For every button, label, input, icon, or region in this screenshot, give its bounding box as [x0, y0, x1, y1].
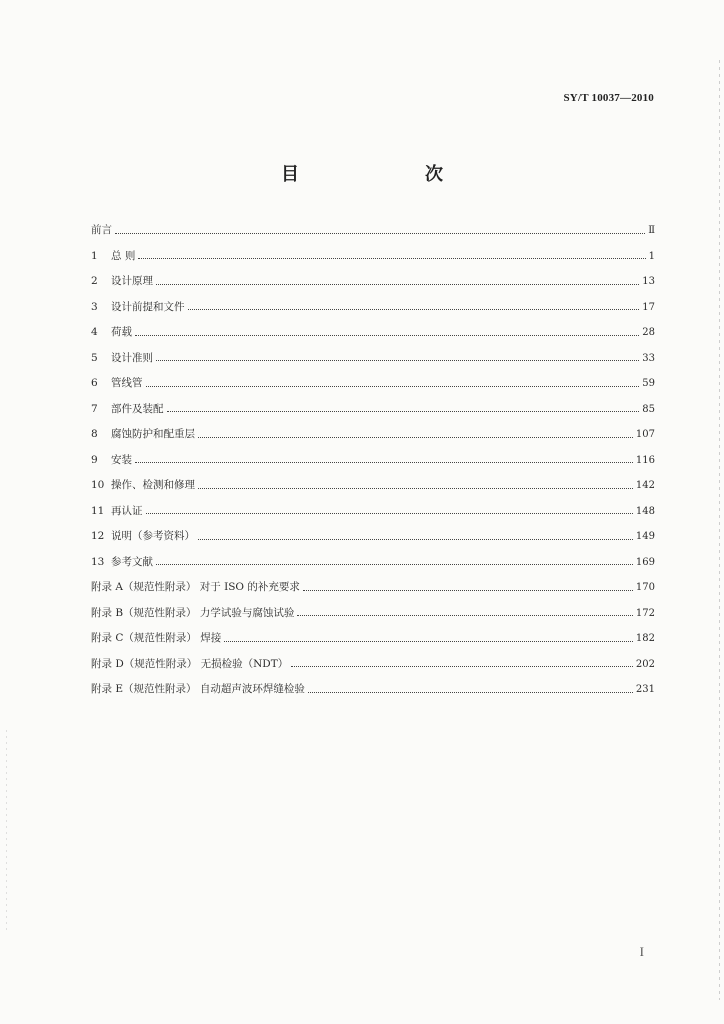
- toc-entry-text: 附录 A（规范性附录） 对于 ISO 的补充要求: [91, 581, 300, 593]
- toc-leader-dots: [146, 386, 640, 387]
- toc-entry-number: 3: [91, 300, 98, 313]
- toc-leader-dots: [146, 513, 633, 514]
- toc-entry-text: 腐蚀防护和配重层: [111, 428, 195, 440]
- toc-entry: [91, 299, 655, 325]
- toc-entry-text: 操作、检测和修理: [111, 479, 195, 491]
- toc-entry-page: 149: [635, 531, 655, 542]
- toc-entry-label: [91, 656, 288, 671]
- toc-entry: [91, 528, 655, 554]
- toc-entry-text: 附录 E（规范性附录） 自动超声波环焊缝检验: [91, 683, 305, 695]
- scan-edge-right: [719, 60, 720, 1000]
- toc-entry: [91, 681, 655, 707]
- toc-leader-dots: [115, 233, 645, 234]
- toc-entry: [91, 401, 655, 427]
- toc-entry-text: 前言: [91, 224, 112, 236]
- toc-entry: [91, 605, 655, 631]
- toc-leader-dots: [156, 360, 639, 361]
- toc-entry: [91, 324, 655, 350]
- toc-entry-number: 6: [91, 377, 98, 389]
- toc-entry-number: 8: [91, 428, 98, 440]
- toc-entry-number: 13: [91, 555, 105, 568]
- toc-entry-number: 12: [91, 530, 105, 542]
- toc-entry-label: [91, 299, 185, 314]
- toc-entry-label: [91, 630, 221, 645]
- toc-entry-number: 1: [91, 249, 98, 262]
- toc-entry-page: 33: [642, 352, 655, 364]
- toc-leader-dots: [156, 284, 639, 285]
- toc-entry-label: [91, 222, 112, 237]
- toc-entry-page: 231: [635, 684, 655, 695]
- toc-entry-label: [91, 375, 143, 390]
- table-of-contents: [91, 222, 655, 707]
- toc-entry-page: 172: [635, 607, 655, 619]
- toc-leader-dots: [224, 641, 633, 642]
- toc-leader-dots: [297, 615, 633, 616]
- toc-leader-dots: [135, 462, 633, 463]
- toc-leader-dots: [291, 666, 633, 667]
- toc-entry: [91, 375, 655, 401]
- toc-entry-text: 荷载: [111, 326, 132, 338]
- toc-entry-page: 169: [635, 556, 655, 568]
- toc-entry: [91, 477, 655, 503]
- toc-entry-text: 总 则: [111, 249, 136, 262]
- toc-entry-text: 安装: [111, 453, 132, 466]
- toc-entry-label: [91, 503, 143, 518]
- toc-entry-number: 5: [91, 351, 98, 364]
- toc-entry-text: 设计前提和文件: [111, 300, 185, 313]
- toc-entry-text: 管线管: [111, 377, 143, 389]
- toc-leader-dots: [138, 258, 645, 259]
- toc-entry-label: [91, 350, 153, 365]
- toc-leader-dots: [156, 564, 633, 565]
- toc-entry-page: 28: [642, 327, 655, 338]
- toc-entry-page: 182: [635, 633, 655, 644]
- toc-entry-page: 202: [635, 658, 655, 670]
- toc-entry-label: [91, 579, 300, 594]
- toc-leader-dots: [188, 309, 640, 310]
- toc-entry-number: 7: [91, 402, 98, 415]
- toc-entry-page: 142: [635, 480, 655, 491]
- page-number: I: [639, 944, 644, 959]
- toc-entry-label: [91, 528, 195, 543]
- toc-entry: [91, 579, 655, 605]
- toc-entry: [91, 503, 655, 529]
- standard-code: SY/T 10037—2010: [563, 92, 654, 104]
- toc-entry: [91, 248, 655, 274]
- toc-entry: [91, 426, 655, 452]
- toc-leader-dots: [198, 488, 633, 489]
- toc-entry-label: [91, 401, 164, 416]
- toc-title: 目 次: [281, 164, 473, 185]
- toc-entry-label: [91, 426, 195, 441]
- toc-entry: [91, 222, 655, 248]
- toc-entry-page: Ⅱ: [648, 225, 655, 236]
- toc-entry-text: 参考文献: [111, 555, 153, 568]
- toc-entry-label: [91, 605, 294, 620]
- toc-entry-label: [91, 324, 132, 339]
- toc-entry-label: [91, 452, 132, 467]
- toc-entry: [91, 656, 655, 682]
- toc-entry-text: 部件及装配: [111, 402, 164, 415]
- toc-entry-number: 10: [91, 479, 105, 491]
- toc-entry-text: 附录 C（规范性附录） 焊接: [91, 632, 222, 644]
- toc-entry: [91, 350, 655, 376]
- toc-entry-page: 59: [642, 378, 655, 389]
- toc-entry-text: 附录 D（规范性附录） 无损检验（NDT）: [91, 657, 289, 670]
- toc-leader-dots: [198, 437, 633, 438]
- toc-entry-number: 11: [91, 504, 105, 517]
- toc-entry-text: 设计原理: [111, 275, 153, 287]
- toc-entry-page: 13: [642, 276, 655, 287]
- toc-entry-page: 17: [642, 301, 655, 313]
- toc-entry: [91, 554, 655, 580]
- toc-leader-dots: [303, 590, 633, 591]
- toc-entry-text: 附录 B（规范性附录） 力学试验与腐蚀试验: [91, 606, 295, 619]
- toc-entry-label: [91, 554, 153, 569]
- toc-entry-label: [91, 248, 135, 263]
- toc-entry-label: [91, 477, 195, 492]
- toc-entry-number: 4: [91, 326, 98, 338]
- toc-leader-dots: [167, 411, 640, 412]
- toc-entry-text: 说明（参考资料）: [111, 530, 195, 542]
- toc-entry-label: [91, 273, 153, 288]
- toc-leader-dots: [135, 335, 639, 336]
- toc-leader-dots: [198, 539, 633, 540]
- toc-entry-page: 170: [635, 582, 655, 593]
- toc-entry: [91, 452, 655, 478]
- toc-leader-dots: [308, 692, 633, 693]
- toc-entry-page: 85: [642, 403, 655, 415]
- toc-entry-text: 再认证: [111, 504, 143, 517]
- toc-entry-number: 2: [91, 275, 98, 287]
- toc-entry-number: 9: [91, 453, 98, 466]
- scan-edge-left: [6, 730, 7, 930]
- toc-entry-label: [91, 681, 305, 696]
- toc-entry: [91, 630, 655, 656]
- toc-entry: [91, 273, 655, 299]
- toc-entry-page: 148: [635, 505, 655, 517]
- toc-entry-text: 设计准则: [111, 351, 153, 364]
- toc-entry-page: 107: [635, 429, 655, 440]
- toc-entry-page: 1: [648, 250, 655, 262]
- toc-entry-page: 116: [635, 454, 655, 466]
